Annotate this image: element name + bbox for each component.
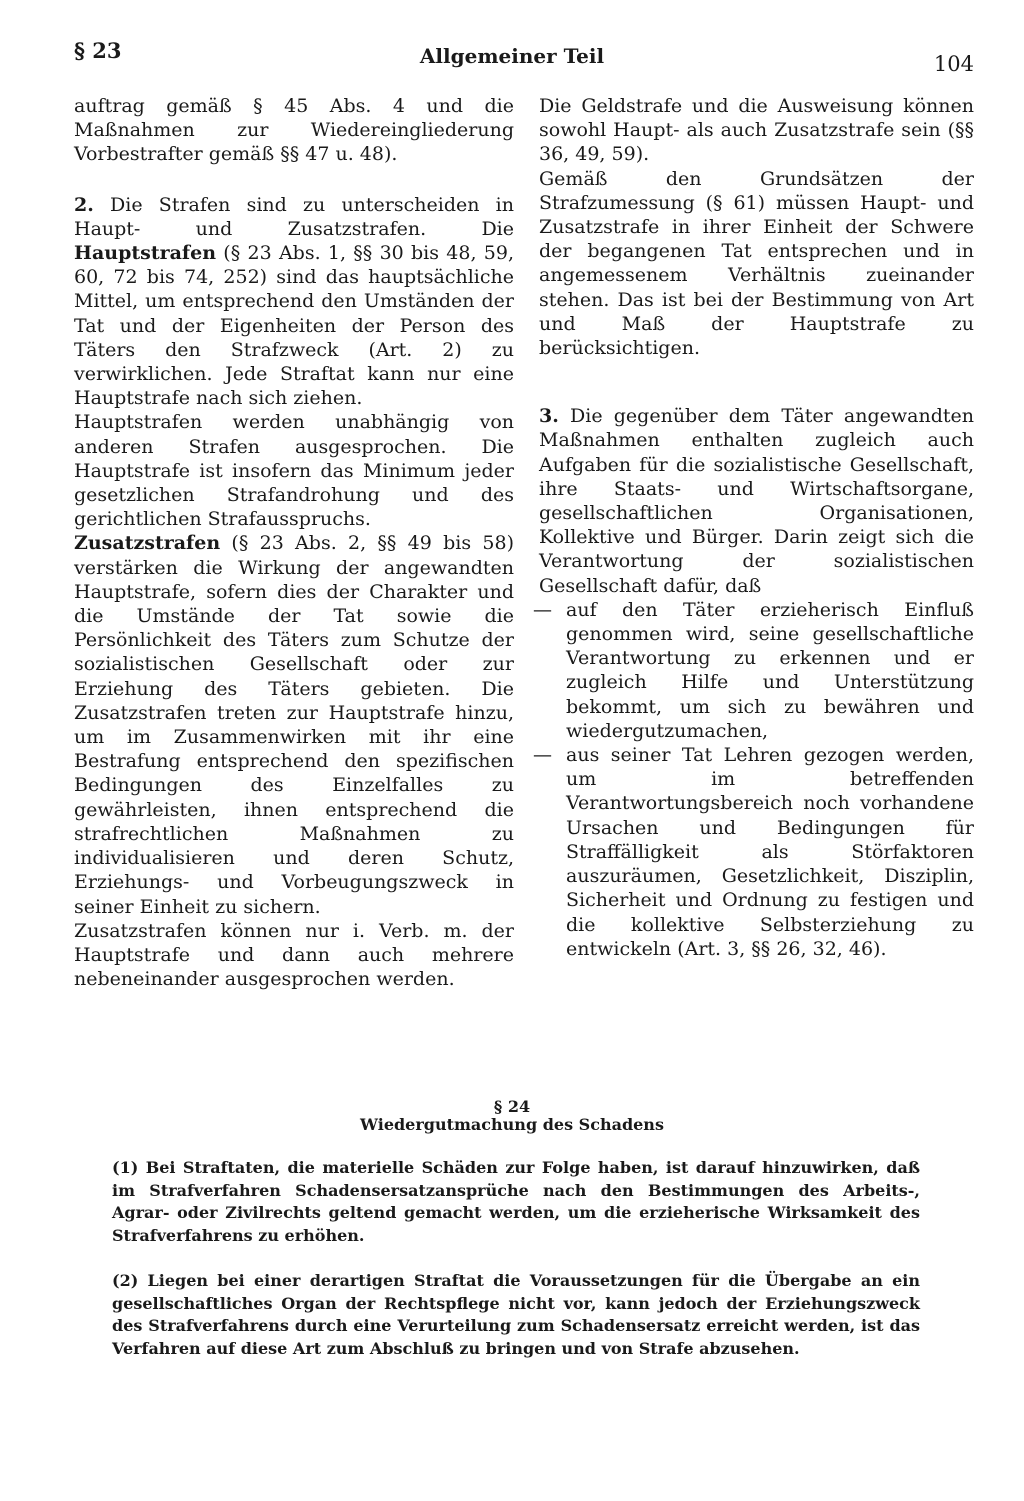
page-number: 104 xyxy=(933,52,974,76)
section-marker: § 23 xyxy=(74,38,122,63)
paragraph-text: (§ 23 Abs. 2, §§ 49 bis 58) verstärken die Wirkung der angewandten Hauptstrafe, sofern dies der Charakter und die Umstände der Tat sowie die Persönlichkeit des Täters zum Schutze der sozialistischen Gesellschaft oder zur Erziehung des Täters gebieten. Die Zusatzstrafen treten zur Hauptstrafe hinzu, um im Zusammenwirken mit ihr eine Bestrafung entsprechend den spezifischen Bedingungen des Einzelfalles zu gewährleisten, ihnen entsprechend die strafrechtlichen Maßnahmen zu individualisieren und deren Schutz, Erziehungs- und Vorbeugungszweck in seiner Einheit zu sichern. xyxy=(74,532,514,918)
zusatzstrafen-paragraph xyxy=(74,531,514,918)
intro-paragraph: auftrag gemäß § 45 Abs. 4 und die Maßnahmen zur Wiedereingliederung Vorbestrafter gemäß §§ 47 u. 48). xyxy=(74,95,514,166)
list-item: — auf den Täter erzieherisch Einfluß genommen wird, seine gesellschaftliche Verantwortung zu erkennen und er zugleich Hilfe und Unterstützung bekommt, um sich zu bewähren und wiedergutzumachen, xyxy=(539,598,974,743)
hauptstrafen-paragraph: Hauptstrafen werden unabhängig von anderen Strafen ausgesprochen. Die Hauptstrafe ist insofern das Minimum jeder gesetzlichen Strafandrohung und des gerichtlichen Strafausspruchs. xyxy=(74,411,514,531)
zusatzstrafen-paragraph-2: Zusatzstrafen können nur i. Verb. m. der Hauptstrafe und dann auch mehrere nebeneinander ausgesprochen werden. xyxy=(74,919,514,991)
paragraph-text: Die Strafen sind zu unterscheiden in Haupt- und Zusatzstrafen. Die xyxy=(74,193,514,240)
strafzumessung-paragraph: Gemäß den Grundsätzen der Strafzumessung (§ 61) müssen Haupt- und Zusatzstrafe in ihrer Einheit der Schwere der begangenen Tat entsprechen und in angemessenem Verhältnis zueinander stehen. Das ist bei der Bestimmung von Art und Maß der Hauptstrafe zu berücksichtigen. xyxy=(539,167,974,360)
dash-list xyxy=(539,598,974,961)
list-item: — aus seiner Tat Lehren gezogen werden, um im betreffenden Verantwortungsbereich noch vorhandene Ursachen und Bedingungen für Straffälligkeit als Störfaktoren auszuräumen, Gesetzlichkeit, Disziplin, Sicherheit und Ordnung zu festigen und die kollektive Selbsterziehung zu entwickeln (Art. 3, §§ 26, 32, 46). xyxy=(539,743,974,961)
right-column xyxy=(539,94,974,961)
section-paragraph-1: (1) Bei Straftaten, die materielle Schäden zur Folge haben, ist darauf hinzuwirken, daß im Strafverfahren Schadensersatzansprüche nach den Bestimmungen des Arbeits-, Agrar- oder Zivilrechts geltend gemacht werden, um die erzieherische Wirksamkeit des Strafverfahrens zu erhöhen. xyxy=(112,1158,920,1245)
section-paragraph-2: (2) Liegen bei einer derartigen Straftat die Voraussetzungen für die Übergabe an ein gesellschaftliches Organ der Rechtspflege nicht vor, kann jedoch der Erziehungszweck des Strafverfahrens durch eine Verurteilung zum Schadensersatz erreicht werden, ist das Verfahren auf diese Art zum Abschluß zu bringen und von Strafe abzusehen. xyxy=(112,1271,920,1358)
paragraph-number: 2. xyxy=(74,193,94,216)
section-number: § 24 xyxy=(493,1097,531,1116)
paragraph-2 xyxy=(74,193,514,411)
paragraph-3 xyxy=(539,404,974,598)
paragraph-text: (§ 23 Abs. 1, §§ 30 bis 48, 59, 60, 72 bis 74, 252) sind das hauptsächliche Mittel, um entsprechend den Umständen der Tat und der Eigenheiten der Person des Täters den Strafzweck (Art. 2) zu verwirklichen. Jede Straftat kann nur eine Hauptstrafe nach sich ziehen. xyxy=(74,242,514,410)
paragraph-text: Die gegenüber dem Täter angewandten Maßnahmen enthalten zugleich auch Aufgaben für die sozialistische Gesellschaft, ihre Staats- und Wirtschaftsorgane, gesellschaftlichen Organisationen, Kollektive und Bürger. Darin zeigt sich die Verantwortung der sozialistischen Gesellschaft dafür, daß xyxy=(539,405,974,597)
term-hauptstrafen: Hauptstrafen xyxy=(74,242,217,265)
left-column xyxy=(74,94,514,991)
term-zusatzstrafen: Zusatzstrafen xyxy=(74,532,221,555)
running-title: Allgemeiner Teil xyxy=(419,44,605,68)
geldstrafe-paragraph: Die Geldstrafe und die Ausweisung können sowohl Haupt- als auch Zusatzstrafe sein (§§ 36, 49, 59). xyxy=(539,95,974,166)
paragraph-number: 3. xyxy=(539,405,559,428)
section-title: Wiedergutmachung des Schadens xyxy=(360,1115,664,1134)
